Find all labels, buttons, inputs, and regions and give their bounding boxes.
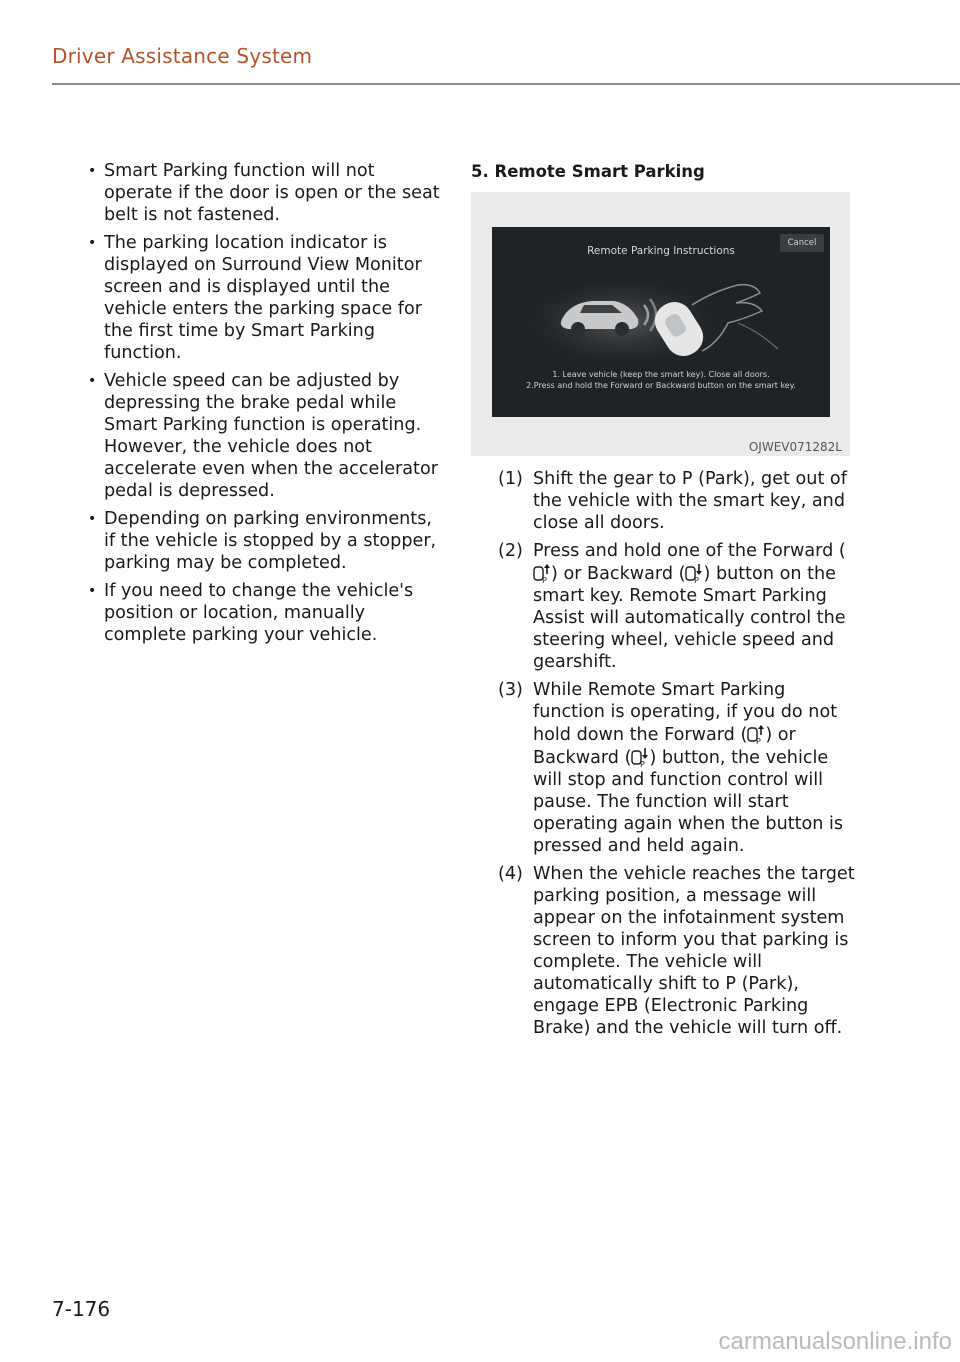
- step-number: (2): [498, 541, 523, 561]
- header-title: Driver Assistance System: [52, 44, 313, 68]
- page-number: 7-176: [52, 1297, 111, 1321]
- list-item: • If you need to change the vehicle's position or location, manually complete parking your vehicle.: [88, 581, 414, 645]
- bullet-icon: •: [88, 163, 97, 179]
- list-item: • Depending on parking environments, if the vehicle is stopped by a stopper, parking may be completed.: [88, 509, 437, 573]
- header-divider: [52, 83, 960, 85]
- smart-key-forward-icon: [533, 562, 551, 584]
- cancel-button: Cancel: [780, 234, 824, 252]
- bullet-list: [86, 160, 446, 646]
- step-number: (4): [498, 864, 523, 884]
- step-number: (3): [498, 680, 523, 700]
- figure: [471, 192, 850, 456]
- watermark-text[interactable]: carmanualsonline.info: [718, 1328, 952, 1355]
- figure-code: OJWEV071282L: [748, 440, 842, 454]
- infotainment-screen-image: [492, 227, 830, 417]
- smart-key-forward-icon: [747, 723, 765, 745]
- left-column: [86, 160, 446, 652]
- step-number: (1): [498, 469, 523, 489]
- list-item: (2) Press and hold one of the Forward ( P ) or Backward ( P ) button on the smart key. Remote Smart Parking Assist will automatically control the steering wheel, vehicle speed and gearshift.: [498, 541, 846, 672]
- svg-text:P: P: [694, 576, 700, 584]
- list-item: • Vehicle speed can be adjusted by depressing the brake pedal while Smart Parking function is operating. However, the vehicle does not accelerate even when the accelerator pedal is depressed.: [88, 371, 438, 501]
- list-item: • The parking location indicator is displayed on Surround View Monitor screen and is displayed until the vehicle enters the parking space for the first time by Smart Parking function.: [88, 233, 422, 363]
- bullet-icon: •: [88, 373, 97, 389]
- list-item: [471, 863, 855, 1039]
- step-text: When the vehicle reaches the target parking position, a message will appear on the infotainment system screen to inform you that parking is complete. The vehicle will automatically shift to P (Park), engage EPB (Electronic Parking Brake) and the vehicle will turn off.: [533, 864, 855, 1038]
- svg-text:P: P: [756, 737, 762, 745]
- screen-step-1: 1. Leave vehicle (keep the smart key). Close all doors.: [552, 370, 770, 379]
- steps-list: [471, 468, 855, 1039]
- list-item: (3) While Remote Smart Parking function is operating, if you do not hold down the Forward ( P ) or Backward ( P ) button, the vehicle will stop and function control will pause. The function will start operating again when the button is pressed and held again.: [498, 680, 844, 856]
- screen-title: Remote Parking Instructions: [587, 245, 735, 257]
- right-column: [471, 160, 855, 1045]
- screen-instructions: [492, 369, 830, 391]
- svg-text:P: P: [542, 576, 547, 584]
- smart-key-backward-icon: [685, 562, 703, 584]
- screen-step-2: 2.Press and hold the Forward or Backward button on the smart key.: [526, 381, 796, 390]
- list-item: [471, 468, 855, 534]
- section-title: 5. Remote Smart Parking: [471, 162, 705, 181]
- svg-text:P: P: [640, 760, 646, 768]
- smart-key-backward-icon: [631, 746, 649, 768]
- list-item: • Smart Parking function will not operate if the door is open or the seat belt is not fastened.: [88, 161, 440, 225]
- bullet-icon: •: [88, 511, 97, 527]
- bullet-icon: •: [88, 583, 97, 599]
- step-text: Shift the gear to P (Park), get out of the vehicle with the smart key, and close all doors.: [533, 469, 847, 533]
- bullet-icon: •: [88, 235, 97, 251]
